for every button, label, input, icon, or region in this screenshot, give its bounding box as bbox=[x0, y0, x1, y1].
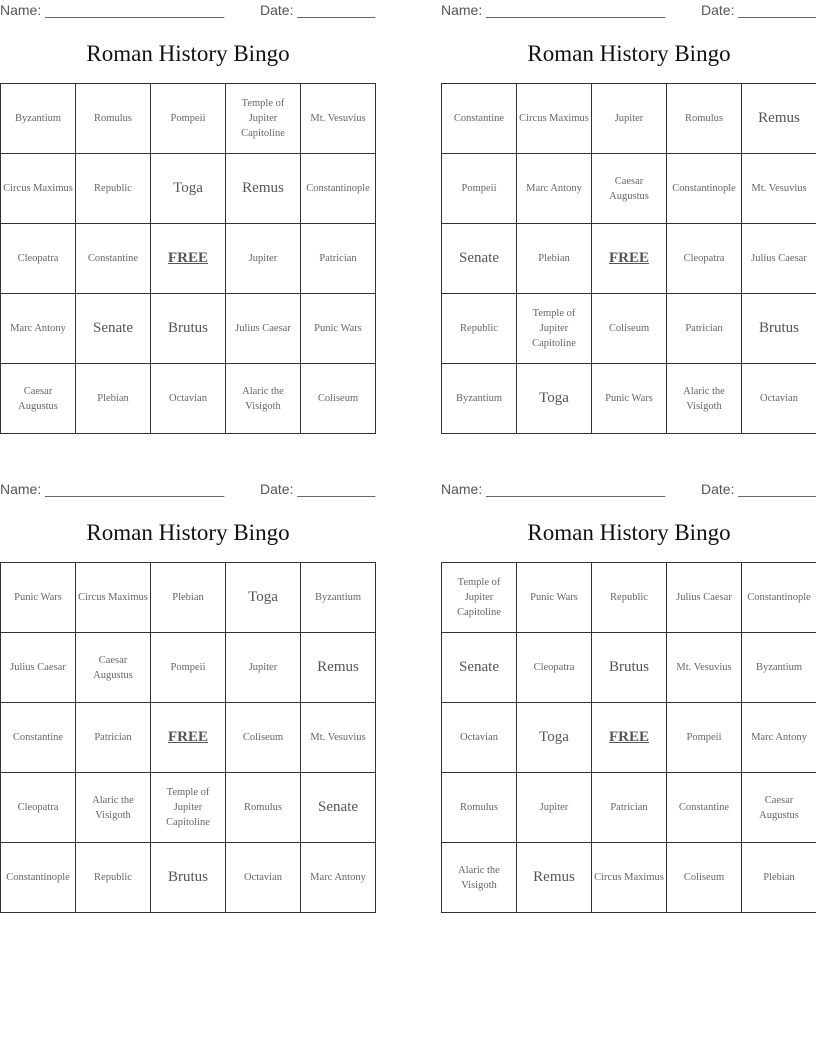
name-field[interactable]: Name: _______________________ bbox=[0, 2, 225, 18]
date-field[interactable]: Date: __________ bbox=[701, 481, 816, 497]
card-title: Roman History Bingo bbox=[527, 41, 731, 66]
bingo-cell[interactable]: Toga bbox=[517, 703, 592, 773]
bingo-cell[interactable]: Octavian bbox=[151, 364, 226, 434]
bingo-cell[interactable]: Punic Wars bbox=[1, 563, 76, 633]
name-field[interactable]: Name: _______________________ bbox=[441, 2, 666, 18]
bingo-cell[interactable]: Temple of Jupiter Capitoline bbox=[151, 773, 226, 843]
bingo-cell[interactable]: Romulus bbox=[442, 773, 517, 843]
bingo-cell[interactable]: Punic Wars bbox=[592, 364, 667, 434]
bingo-cell[interactable]: Senate bbox=[442, 224, 517, 294]
bingo-cell[interactable]: Caesar Augustus bbox=[742, 773, 816, 843]
bingo-cell[interactable]: Cleopatra bbox=[517, 633, 592, 703]
bingo-cell[interactable]: Republic bbox=[76, 154, 151, 224]
bingo-cell[interactable]: Cleopatra bbox=[1, 773, 76, 843]
bingo-cell[interactable]: Pompeii bbox=[442, 154, 517, 224]
bingo-cell[interactable]: Byzantium bbox=[442, 364, 517, 434]
date-field[interactable]: Date: __________ bbox=[701, 2, 816, 18]
bingo-cell[interactable]: Caesar Augustus bbox=[592, 154, 667, 224]
bingo-cell[interactable]: Marc Antony bbox=[742, 703, 816, 773]
bingo-cell[interactable]: Cleopatra bbox=[1, 224, 76, 294]
bingo-cell[interactable]: Constantinople bbox=[742, 563, 816, 633]
bingo-cell[interactable]: Brutus bbox=[742, 294, 816, 364]
bingo-cell[interactable]: Temple of Jupiter Capitoline bbox=[517, 294, 592, 364]
bingo-cell[interactable]: Mt. Vesuvius bbox=[667, 633, 742, 703]
bingo-cell[interactable]: Pompeii bbox=[151, 633, 226, 703]
bingo-cell[interactable]: Julius Caesar bbox=[1, 633, 76, 703]
free-space-cell[interactable]: FREE bbox=[592, 224, 667, 294]
bingo-cell[interactable]: Senate bbox=[76, 294, 151, 364]
bingo-cell[interactable]: Republic bbox=[592, 563, 667, 633]
name-field[interactable]: Name: _______________________ bbox=[441, 481, 666, 497]
bingo-cell[interactable]: Jupiter bbox=[226, 224, 301, 294]
bingo-cell[interactable]: Constantine bbox=[442, 84, 517, 154]
bingo-cell[interactable]: Mt. Vesuvius bbox=[301, 703, 376, 773]
bingo-cell[interactable]: Jupiter bbox=[517, 773, 592, 843]
bingo-cell[interactable]: Circus Maximus bbox=[76, 563, 151, 633]
bingo-cell[interactable]: Alaric the Visigoth bbox=[226, 364, 301, 434]
bingo-cell[interactable]: Mt. Vesuvius bbox=[742, 154, 816, 224]
bingo-cell[interactable]: Romulus bbox=[76, 84, 151, 154]
bingo-cell[interactable]: Octavian bbox=[742, 364, 816, 434]
bingo-cell[interactable]: Constantinople bbox=[667, 154, 742, 224]
bingo-cell[interactable]: Byzantium bbox=[1, 84, 76, 154]
bingo-cell[interactable]: Circus Maximus bbox=[592, 843, 667, 913]
bingo-cell[interactable]: Romulus bbox=[226, 773, 301, 843]
bingo-cell[interactable]: Remus bbox=[226, 154, 301, 224]
bingo-cell[interactable]: Toga bbox=[226, 563, 301, 633]
bingo-cell[interactable]: Remus bbox=[301, 633, 376, 703]
bingo-cell[interactable]: Plebian bbox=[517, 224, 592, 294]
bingo-cell[interactable]: Marc Antony bbox=[1, 294, 76, 364]
bingo-cell[interactable]: Julius Caesar bbox=[226, 294, 301, 364]
bingo-cell[interactable]: Patrician bbox=[76, 703, 151, 773]
bingo-cell[interactable]: Alaric the Visigoth bbox=[667, 364, 742, 434]
bingo-cell[interactable]: Byzantium bbox=[742, 633, 816, 703]
bingo-cell[interactable]: Cleopatra bbox=[667, 224, 742, 294]
bingo-cell[interactable]: Constantine bbox=[1, 703, 76, 773]
bingo-cell[interactable]: Patrician bbox=[667, 294, 742, 364]
bingo-cell[interactable]: Constantinople bbox=[301, 154, 376, 224]
bingo-cell[interactable]: Senate bbox=[301, 773, 376, 843]
bingo-cell[interactable]: Remus bbox=[517, 843, 592, 913]
bingo-cell[interactable]: Alaric the Visigoth bbox=[442, 843, 517, 913]
bingo-cell[interactable]: Plebian bbox=[76, 364, 151, 434]
name-field[interactable]: Name: _______________________ bbox=[0, 481, 225, 497]
bingo-cell[interactable]: Coliseum bbox=[592, 294, 667, 364]
date-field[interactable]: Date: __________ bbox=[260, 481, 376, 497]
card-title: Roman History Bingo bbox=[527, 520, 731, 545]
bingo-cell[interactable]: Toga bbox=[151, 154, 226, 224]
bingo-cell[interactable]: Octavian bbox=[442, 703, 517, 773]
bingo-cell[interactable]: Temple of Jupiter Capitoline bbox=[442, 563, 517, 633]
bingo-cell[interactable]: Patrician bbox=[592, 773, 667, 843]
bingo-cell[interactable]: Plebian bbox=[151, 563, 226, 633]
free-space-cell[interactable]: FREE bbox=[151, 703, 226, 773]
bingo-cell[interactable]: Brutus bbox=[151, 294, 226, 364]
bingo-cell[interactable]: Mt. Vesuvius bbox=[301, 84, 376, 154]
bingo-cell[interactable]: Constantine bbox=[667, 773, 742, 843]
bingo-cell[interactable]: Marc Antony bbox=[517, 154, 592, 224]
bingo-cell[interactable]: Temple of Jupiter Capitoline bbox=[226, 84, 301, 154]
bingo-grid bbox=[0, 562, 376, 913]
bingo-card-2 bbox=[441, 0, 816, 440]
bingo-card-3 bbox=[0, 479, 376, 919]
bingo-cell[interactable]: Constantinople bbox=[1, 843, 76, 913]
bingo-cell[interactable]: Julius Caesar bbox=[667, 563, 742, 633]
free-space-cell[interactable]: FREE bbox=[592, 703, 667, 773]
bingo-cell[interactable]: Toga bbox=[517, 364, 592, 434]
bingo-cell[interactable]: Coliseum bbox=[667, 843, 742, 913]
free-space-cell[interactable]: FREE bbox=[151, 224, 226, 294]
bingo-cell[interactable]: Jupiter bbox=[592, 84, 667, 154]
bingo-cell[interactable]: Marc Antony bbox=[301, 843, 376, 913]
bingo-cell[interactable]: Remus bbox=[742, 84, 816, 154]
bingo-cell[interactable]: Octavian bbox=[226, 843, 301, 913]
bingo-cell[interactable]: Brutus bbox=[151, 843, 226, 913]
bingo-cell[interactable]: Byzantium bbox=[301, 563, 376, 633]
bingo-grid bbox=[441, 83, 816, 434]
bingo-cell[interactable]: Romulus bbox=[667, 84, 742, 154]
bingo-grid bbox=[0, 83, 376, 434]
bingo-cell[interactable]: Coliseum bbox=[226, 703, 301, 773]
date-field[interactable]: Date: __________ bbox=[260, 2, 376, 18]
bingo-card-1 bbox=[0, 0, 376, 440]
bingo-cell[interactable]: Pompeii bbox=[667, 703, 742, 773]
bingo-grid bbox=[441, 562, 816, 913]
bingo-cell[interactable]: Julius Caesar bbox=[742, 224, 816, 294]
bingo-cell[interactable]: Senate bbox=[442, 633, 517, 703]
bingo-cell[interactable]: Jupiter bbox=[226, 633, 301, 703]
bingo-cell[interactable]: Alaric the Visigoth bbox=[76, 773, 151, 843]
bingo-cell[interactable]: Brutus bbox=[592, 633, 667, 703]
bingo-cell[interactable]: Caesar Augustus bbox=[76, 633, 151, 703]
bingo-cell[interactable]: Coliseum bbox=[301, 364, 376, 434]
bingo-cell[interactable]: Patrician bbox=[301, 224, 376, 294]
bingo-cell[interactable]: Republic bbox=[76, 843, 151, 913]
card-title: Roman History Bingo bbox=[86, 41, 290, 66]
card-title: Roman History Bingo bbox=[86, 520, 290, 545]
bingo-cell[interactable]: Punic Wars bbox=[301, 294, 376, 364]
bingo-cell[interactable]: Caesar Augustus bbox=[1, 364, 76, 434]
bingo-cell[interactable]: Constantine bbox=[76, 224, 151, 294]
bingo-cell[interactable]: Circus Maximus bbox=[1, 154, 76, 224]
bingo-card-4 bbox=[441, 479, 816, 919]
bingo-cell[interactable]: Plebian bbox=[742, 843, 816, 913]
bingo-cell[interactable]: Republic bbox=[442, 294, 517, 364]
bingo-cell[interactable]: Pompeii bbox=[151, 84, 226, 154]
bingo-cell[interactable]: Circus Maximus bbox=[517, 84, 592, 154]
bingo-cell[interactable]: Punic Wars bbox=[517, 563, 592, 633]
